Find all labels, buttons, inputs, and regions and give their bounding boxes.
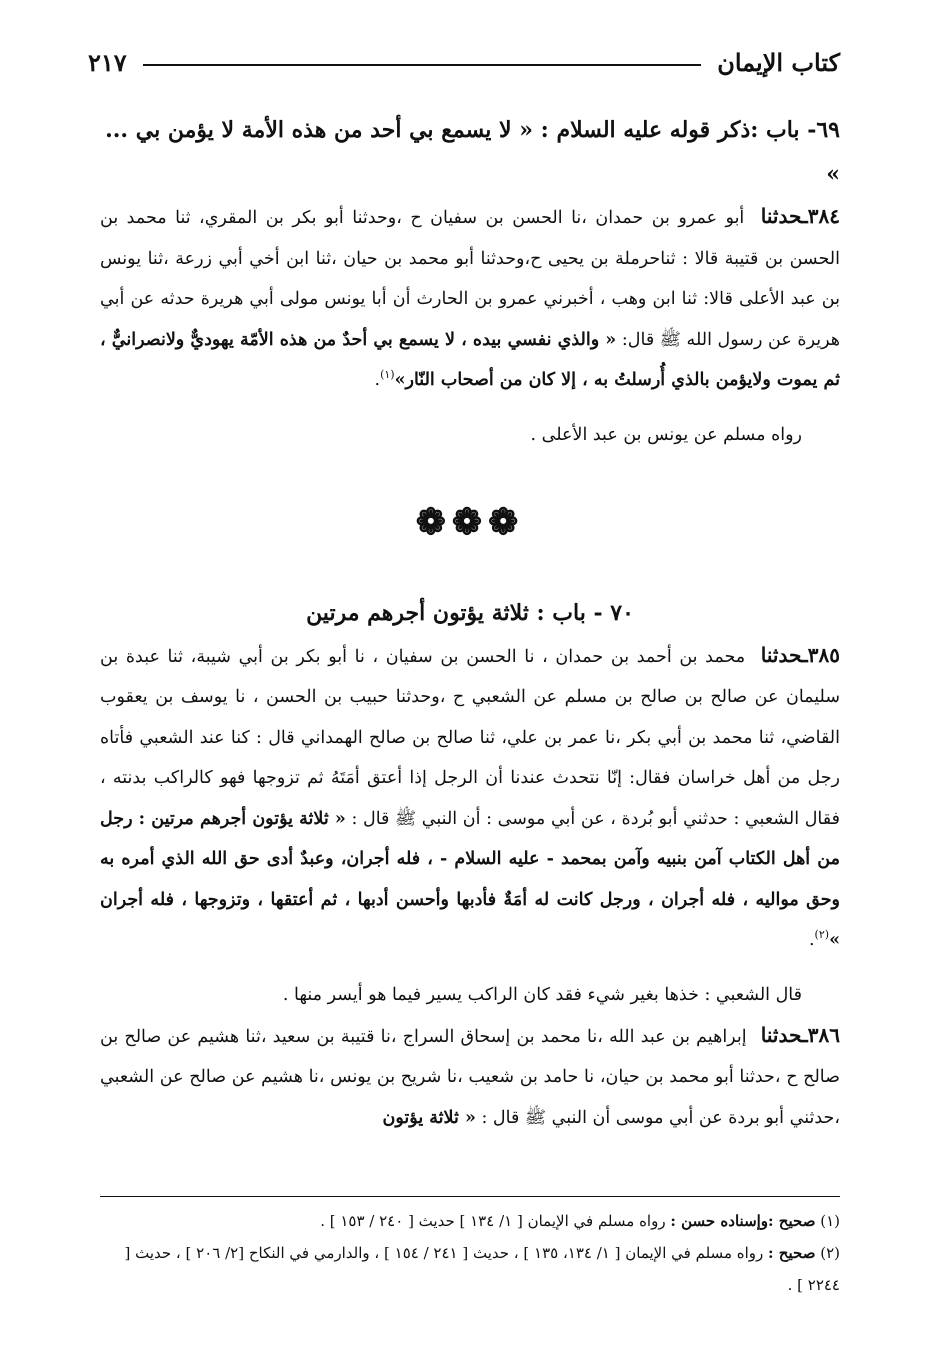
hadith-matn: « ثلاثة يؤتون bbox=[382, 1107, 476, 1128]
shabi-note: قال الشعبي : خذها بغير شيء فقد كان الراكب يسير فيما هو أيسر منها . bbox=[282, 984, 802, 1005]
footnote-ref[interactable]: (١) bbox=[380, 368, 395, 382]
chapter-70-title: ٧٠ - باب : ثلاثة يؤتون أجرهم مرتين bbox=[306, 599, 634, 626]
hadith-matn: « والذي نفسي بيده ، لا يسمع بي أحدٌ من هذه الأمّة يهوديٌّ ولانصرانيٌّ ، ثم يموت ولايؤمن بالذي أُرسلتُ به ، إلا كان من أصحاب النّار» bbox=[100, 329, 840, 390]
hadith-number: ٣٨٥ bbox=[807, 642, 840, 667]
hadith-chain: أبو عمرو بن حمدان ،نا الحسن بن سفيان ح ،وحدثنا أبو بكر بن المقري، ثنا محمد بن الحسن بن قتيبة قالا : ثناحرملة بن يحيى ح،وحدثنا أبو محمد بن حيان ،ثنا ابن أخي أبي زرعة ،ثنا يونس بن عبد الأعلى قالا: ثنا ابن وهب ، أخبرني عمرو بن الحارث أن أبا يونس مولى أبي هريرة حدثه عن أبي هريرة عن رسول الله ﷺ قال: bbox=[100, 208, 840, 350]
hadith-end: . bbox=[374, 370, 381, 390]
section-separator: ❁❁❁ bbox=[415, 500, 525, 543]
footnote-grade: صحيح : bbox=[768, 1244, 816, 1262]
haddathana-label: حدثنا bbox=[760, 204, 802, 228]
page-header bbox=[88, 42, 840, 82]
hadith-matn: « ثلاثة يؤتون أجرهم مرتين : رجل من أهل الكتاب آمن بنبيه وآمن بمحمد - عليه السلام - ، فله أجران، وعبدٌ أدى حق الله الذي أمره به وحق مواليه ، فله أجران ، ورجل كانت له أمَةٌ فأدبها وأحسن أدبها ، ثم أعتقها ، وتزوجها ، فله أجران » bbox=[100, 808, 840, 950]
hadith-end: . bbox=[808, 930, 815, 950]
hadith-384 bbox=[100, 196, 840, 401]
chapter-69-title: ٦٩- باب :ذكر قوله عليه السلام : « لا يسمع بي أحد من هذه الأمة لا يؤمن بي ... » bbox=[105, 117, 840, 187]
header-rule bbox=[143, 64, 702, 66]
hadith-number-label: ٣٨٦ـحدثنا bbox=[760, 1022, 840, 1047]
page-body bbox=[100, 96, 840, 1138]
hadith-number-label: ٣٨٥ـحدثنا bbox=[760, 642, 840, 667]
footnote-text: رواه مسلم في الإيمان [ ١/ ١٣٤، ١٣٥ ] ، حديث [ ٢٤١ / ١٥٤ ] ، والدارمي في النكاح [٢/ ٢٠٦ ] ، حديث [ ٢٢٤٤ ] . bbox=[124, 1244, 840, 1294]
riwaya-note: رواه مسلم عن يونس بن عبد الأعلى . bbox=[530, 424, 802, 445]
haddathana-label: حدثنا bbox=[760, 1022, 802, 1047]
hadith-number: ٣٨٦ bbox=[807, 1022, 840, 1047]
footnote-1 bbox=[100, 1205, 840, 1237]
hadith-chain: إبراهيم بن عبد الله ،نا محمد بن إسحاق السراج ،نا قتيبة بن سعيد ،ثنا هشيم عن صالح بن صالح ح ،حدثنا أبو محمد بن حيان، نا حامد بن شعيب ،نا شريح بن يونس ،نا هشيم عن صالح عن الشعبي ،حدثني أبو بردة عن أبي موسى أن النبي ﷺ قال : bbox=[100, 1026, 840, 1128]
hadith-386 bbox=[100, 1015, 840, 1139]
footnote-marker: (٢) bbox=[820, 1244, 840, 1262]
hadith-number: ٣٨٤ bbox=[807, 204, 840, 228]
footnotes-section bbox=[100, 1196, 840, 1301]
page-number: ٢١٧ bbox=[88, 47, 127, 77]
hadith-chain: محمد بن أحمد بن حمدان ، نا الحسن بن سفيان ، نا أبو بكر بن أبي شيبة، ثنا عبدة بن سليمان عن صالح بن صالح بن مسلم عن الشعبي ح ،وحدثنا حبيب بن الحسن ، نا يوسف بن يعقوب القاضي، ثنا محمد بن أبي بكر ،نا عمر بن علي، ثنا صالح بن صالح الهمداني قال : كنا عند الشعبي فأتاه رجل من أهل خراسان فقال: إنّا نتحدث عندنا أن الرجل إذا أعتق أمَتَهُ ثم تزوجها فهو كالراكب بدنته ، فقال الشعبي : حدثني أبو بُردة ، عن أبي موسى : أن النبي ﷺ قال : bbox=[100, 646, 840, 829]
footnote-2 bbox=[100, 1237, 840, 1301]
running-title: كتاب الإيمان bbox=[717, 47, 840, 77]
haddathana-label: حدثنا bbox=[760, 642, 802, 667]
footnote-text: رواه مسلم في الإيمان [ ١/ ١٣٤ ] حديث [ ٢٤٠ / ١٥٣ ] . bbox=[320, 1212, 666, 1230]
footnote-marker: (١) bbox=[820, 1212, 840, 1230]
hadith-number-label: ٣٨٤ـحدثنا bbox=[760, 204, 840, 228]
footnote-ref[interactable]: (٢) bbox=[814, 928, 830, 942]
hadith-385 bbox=[100, 635, 840, 961]
footnote-grade: صحيح :وإسناده حسن : bbox=[670, 1212, 816, 1230]
